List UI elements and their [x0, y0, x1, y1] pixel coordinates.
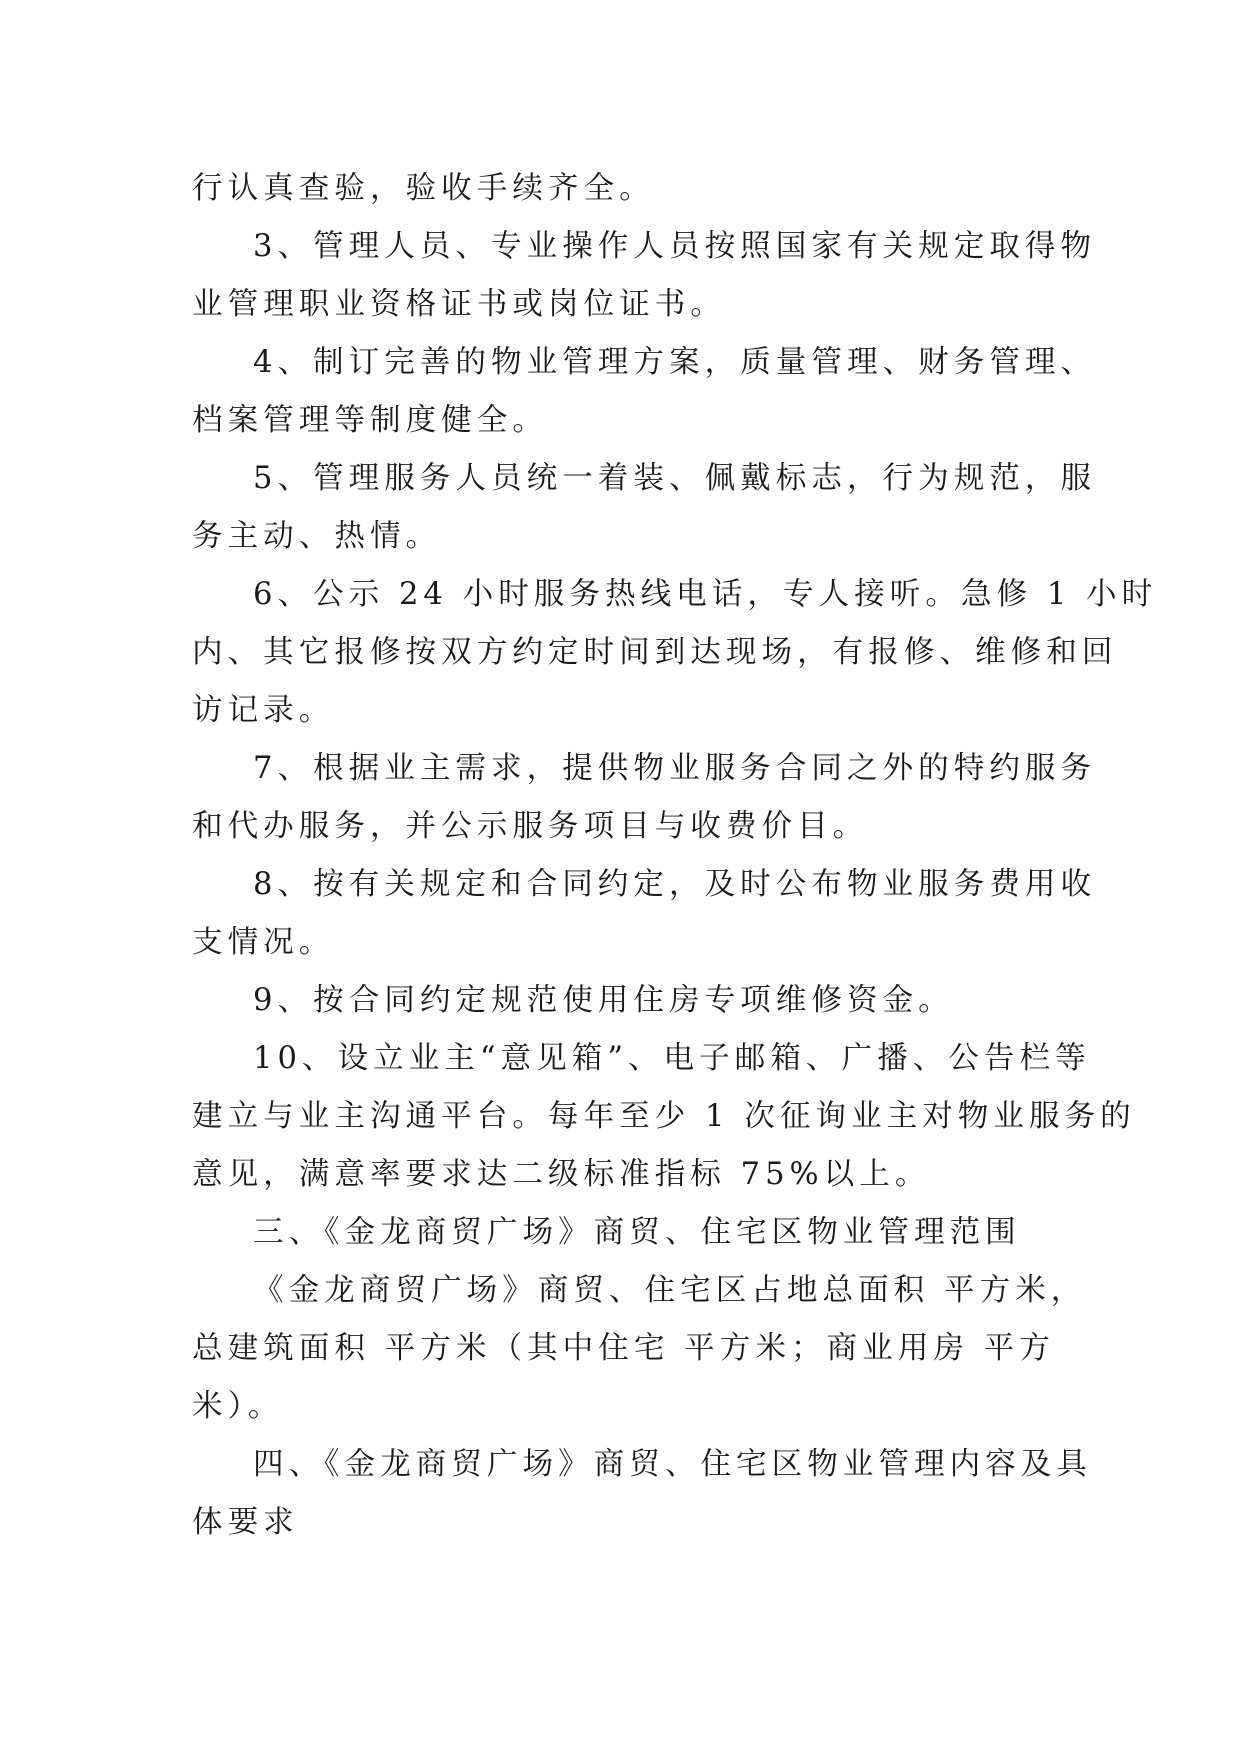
text-line: 《金龙商贸广场》商贸、住宅区占地总面积 平方米， — [253, 1273, 1087, 1308]
section-heading: 三、《金龙商贸广场》商贸、住宅区物业管理范围 — [253, 1215, 1021, 1250]
text-line: 体要求 — [192, 1505, 299, 1540]
text-line: 4、制订完善的物业管理方案，质量管理、财务管理、 — [253, 345, 1097, 380]
text-line: 务主动、热情。 — [192, 519, 442, 554]
section-heading: 四、《金龙商贸广场》商贸、住宅区物业管理内容及具 — [253, 1447, 1092, 1482]
text-line: 意见，满意率要求达二级标准指标 75%以上。 — [192, 1157, 931, 1192]
text-line: 5、管理服务人员统一着装、佩戴标志，行为规范，服 — [253, 461, 1097, 496]
text-line: 访记录。 — [192, 693, 335, 728]
text-line: 7、根据业主需求，提供物业服务合同之外的特约服务 — [253, 751, 1097, 786]
text-line: 内、其它报修按双方约定时间到达现场，有报修、维修和回 — [192, 635, 1118, 670]
text-line: 8、按有关规定和合同约定，及时公布物业服务费用收 — [253, 867, 1097, 902]
text-line: 和代办服务，并公示服务项目与收费价目。 — [192, 809, 869, 844]
text-line: 3、管理人员、专业操作人员按照国家有关规定取得物 — [253, 229, 1097, 264]
text-line: 6、公示 24 小时服务热线电话，专人接听。急修 1 小时 — [253, 577, 1158, 612]
text-line: 总建筑面积 平方米（其中住宅 平方米；商业用房 平方 — [192, 1331, 1055, 1366]
text-line: 10、设立业主“意见箱”、电子邮箱、广播、公告栏等 — [253, 1041, 1091, 1076]
text-line: 支情况。 — [192, 925, 335, 960]
text-line: 米）。 — [192, 1389, 284, 1424]
text-line: 行认真查验，验收手续齐全。 — [192, 171, 655, 206]
document-body — [192, 160, 1158, 1552]
text-line: 业管理职业资格证书或岗位证书。 — [192, 287, 726, 322]
text-line: 9、按合同约定规范使用住房专项维修资金。 — [253, 983, 954, 1018]
text-line: 档案管理等制度健全。 — [192, 403, 548, 438]
text-line: 建立与业主沟通平台。每年至少 1 次征询业主对物业服务的 — [192, 1099, 1136, 1134]
